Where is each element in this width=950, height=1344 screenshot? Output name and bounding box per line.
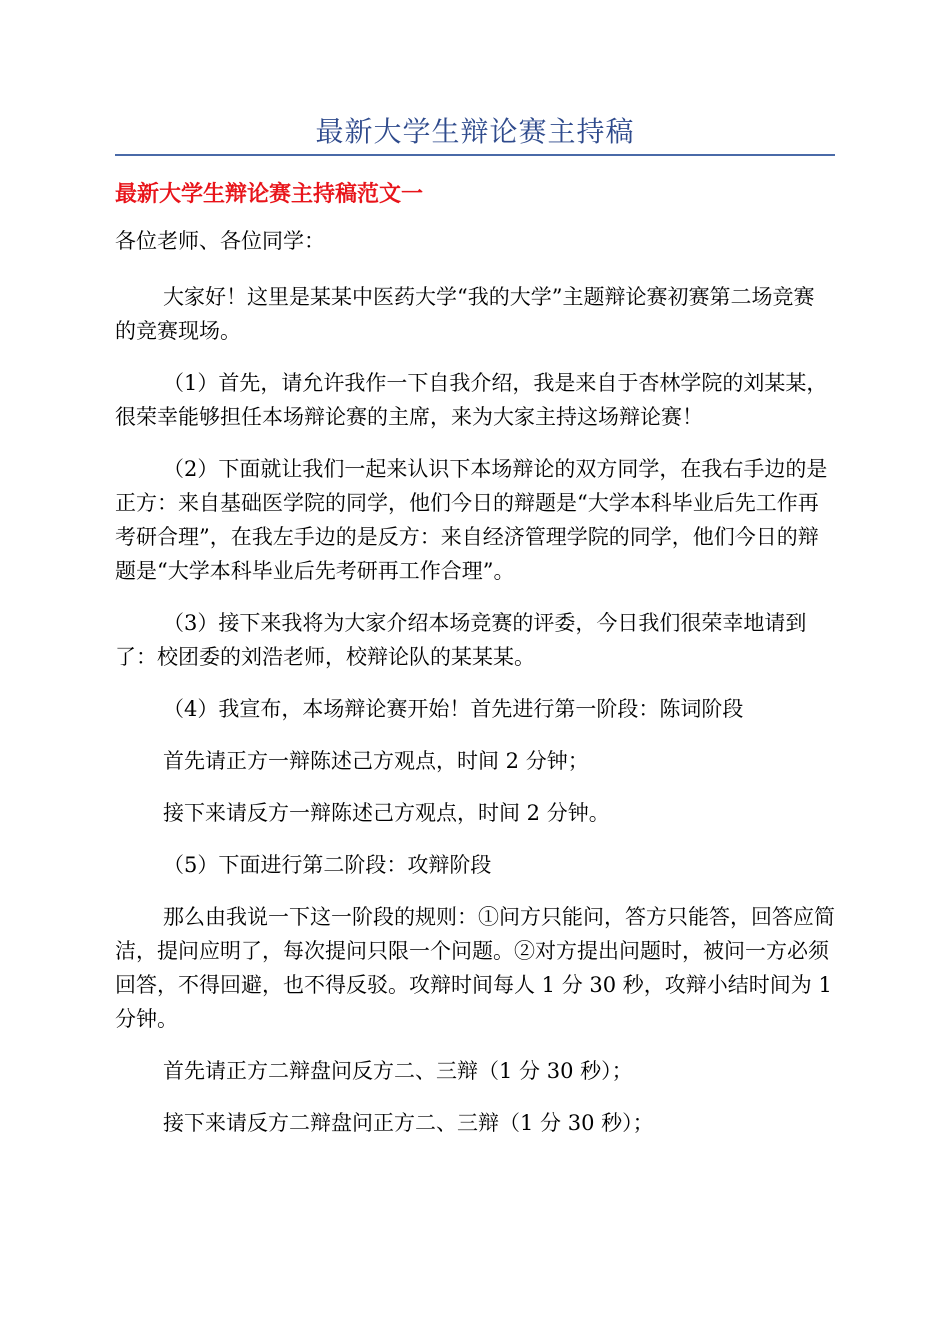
- paragraph-affirmative-second: 首先请正方二辩盘问反方二、三辩（1 分 30 秒）；: [163, 1059, 633, 1083]
- paragraph-rules: 那么由我说一下这一阶段的规则：①问方只能问，答方只能答，回答应简洁，提问应明了，每次提问只限一个问题。②对方提出问题时，被问一方必须回答，不得回避，也不得反驳。攻辩时间每人 1 分 30 秒，攻辩小结时间为 1 分钟。: [115, 905, 835, 1031]
- paragraph-welcome: 大家好！这里是某某中医药大学“我的大学”主题辩论赛初赛第二场竞赛的竞赛现场。: [115, 285, 815, 343]
- paragraph-stage-two: （5）下面进行第二阶段：攻辩阶段: [163, 853, 492, 877]
- paragraph-stage-one: （4）我宣布，本场辩论赛开始！首先进行第一阶段：陈词阶段: [163, 697, 744, 721]
- paragraph-self-intro: （1）首先，请允许我作一下自我介绍，我是来自于杏林学院的刘某某，很荣幸能够担任本场辩论赛的主席，来为大家主持这场辩论赛！: [115, 371, 828, 429]
- paragraph-negative-second: 接下来请反方二辩盘问正方二、三辩（1 分 30 秒）；: [163, 1111, 654, 1135]
- document-title: 最新大学生辩论赛主持稿: [315, 115, 635, 148]
- section-heading: 最新大学生辩论赛主持稿范文一: [115, 182, 424, 207]
- document-body: [115, 224, 835, 1158]
- greeting-line: 各位老师、各位同学：: [115, 229, 325, 253]
- paragraph-affirmative-first: 首先请正方一辩陈述己方观点，时间 2 分钟；: [163, 749, 589, 773]
- paragraph-teams-intro: （2）下面就让我们一起来认识下本场辩论的双方同学，在我右手边的是正方：来自基础医学院的同学，他们今日的辩题是“大学本科毕业后先工作再考研合理”，在我左手边的是反方：来自经济管理学院的同学，他们今日的辩题是“大学本科毕业后先考研再工作合理”。: [115, 457, 828, 583]
- title-divider: [115, 154, 835, 156]
- paragraph-negative-first: 接下来请反方一辩陈述己方观点，时间 2 分钟。: [163, 801, 610, 825]
- paragraph-judges-intro: （3）接下来我将为大家介绍本场竞赛的评委，今日我们很荣幸地请到了：校团委的刘浩老师，校辩论队的某某某。: [115, 611, 807, 669]
